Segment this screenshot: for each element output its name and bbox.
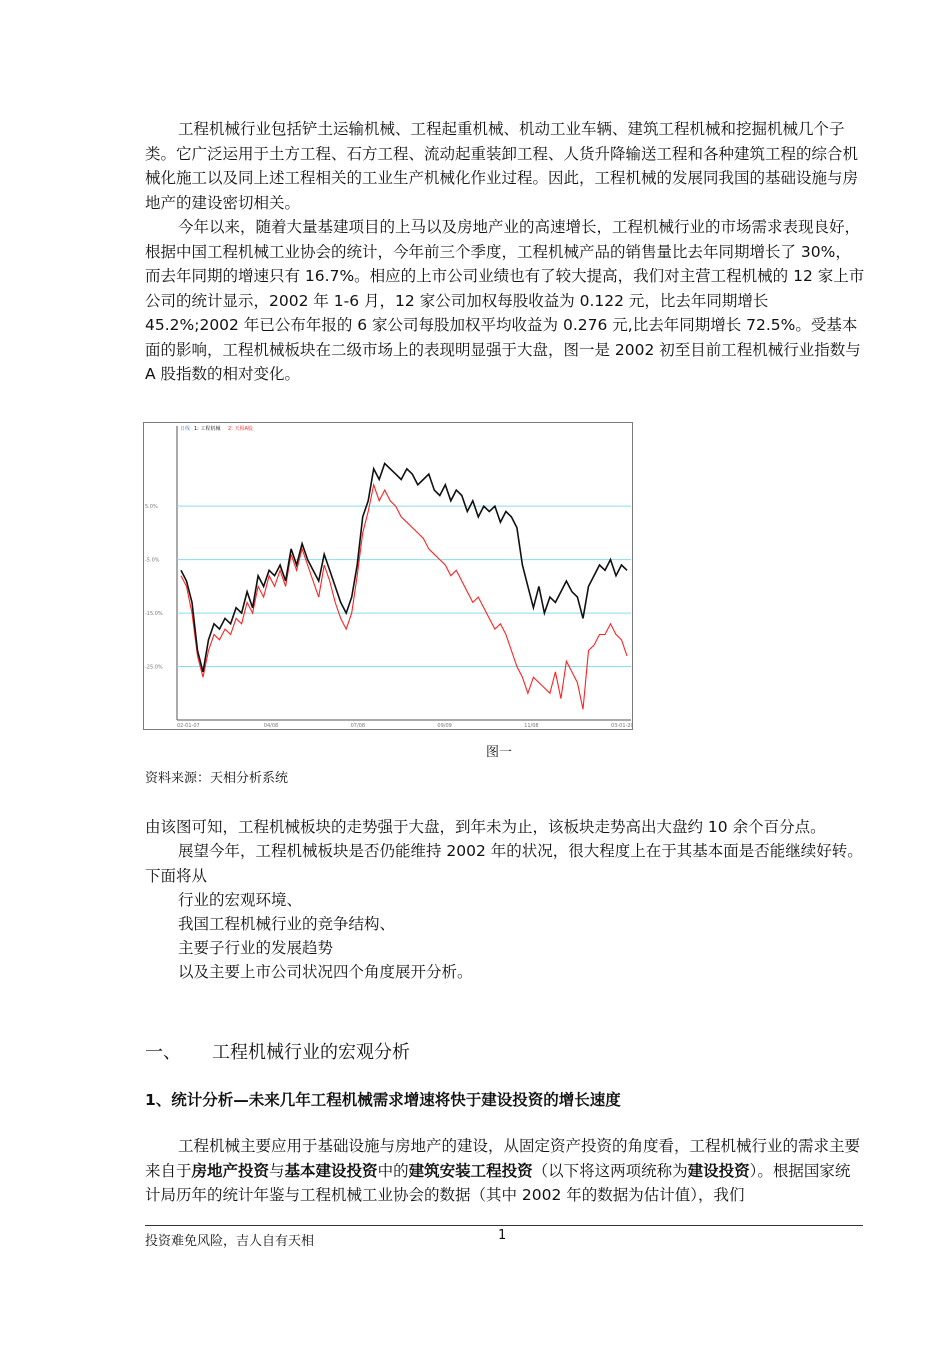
section-title: 工程机械行业的宏观分析 <box>212 1042 410 1063</box>
subsection-heading: 1、统计分析—未来几年工程机械需求增速将快于建设投资的增长速度 <box>145 1091 621 1109</box>
figure-source: 资料来源：天相分析系统 <box>145 771 289 786</box>
x-tick-label: 02-01-07 <box>177 723 200 729</box>
list-item: 主要子行业的发展趋势 <box>178 939 334 957</box>
y-tick-label: -5.0% <box>145 557 160 564</box>
text-run: 工程机械主要应用于基础设施与房地产的建设，从固定资产投资的角度看，工程机械行业的需求主要来自于 <box>145 1137 861 1180</box>
text-run: 中的 <box>377 1161 409 1180</box>
legend-item: 日线 <box>180 426 191 432</box>
y-tick-label: -15.0% <box>145 611 163 618</box>
x-tick-label: 11/08 <box>524 723 539 729</box>
y-tick-label: 5.0% <box>145 504 158 511</box>
list-item: 我国工程机械行业的竞争结构、 <box>178 915 396 933</box>
line-chart <box>143 422 633 730</box>
legend-item: 1: 工程机械 <box>194 426 221 432</box>
section-heading <box>145 1038 410 1064</box>
footer-slogan: 投资难免风险，吉人自有天相 <box>145 1234 315 1249</box>
emphasis-installation: 建筑安装工程投资 <box>408 1161 533 1180</box>
x-tick-label: 03-01-20 <box>611 723 633 729</box>
paragraph-outlook: 展望今年，工程机械板块是否仍能维持 2002 年的状况，很大程度上在于其基本面是否能继续好转。下面将从 <box>145 842 863 885</box>
x-tick-label: 09/09 <box>437 723 452 729</box>
text-run: ）。根据国家统计局历年的统计年鉴与工程机械工业协会的数据（其中 2002 年的数据为估计值），我们 <box>145 1161 851 1204</box>
list-item: 行业的宏观环境、 <box>178 891 303 909</box>
paragraph-industry-intro: 工程机械行业包括铲土运输机械、工程起重机械、机动工业车辆、建筑工程机械和挖掘机械几个子类。它广泛运用于土方工程、石方工程、流动起重装卸工程、人货升降输送工程和各种建筑工程的综合机械化施工以及同上述工程相关的工业生产机械化作业过程。因此，工程机械的发展同我国的基础设施与房地产的建设密切相关。 <box>145 120 859 212</box>
paragraph-investment <box>145 1134 865 1208</box>
emphasis-capital-construction: 基本建设投资 <box>284 1161 378 1180</box>
paragraph-conclusion: 由该图可知，工程机械板块的走势强于大盘，到年未为止，该板块走势高出大盘约 10 余个百分点。 <box>145 818 826 836</box>
page-number: 1 <box>498 1228 507 1243</box>
figure-caption: 图一 <box>486 745 513 760</box>
x-tick-label: 07/08 <box>350 723 366 729</box>
chart-border <box>144 423 633 730</box>
legend-item: 2: 天相A股 <box>228 426 253 432</box>
x-tick-label: 04/08 <box>263 723 279 729</box>
footer-divider <box>145 1225 863 1226</box>
text-run: （以下将这两项统称为 <box>532 1161 688 1180</box>
text-run: 与 <box>269 1161 285 1180</box>
list-item: 以及主要上市公司状况四个角度展开分析。 <box>178 963 473 981</box>
industry-index-chart <box>143 422 633 730</box>
section-number: 一、 <box>145 1042 181 1063</box>
paragraph-market-demand: 今年以来，随着大量基建项目的上马以及房地产业的高速增长，工程机械行业的市场需求表现良好，根据中国工程机械工业协会的统计，今年前三个季度，工程机械产品的销售量比去年同期增长了 30%，而去年同期的增速只有 16.7%。相应的上市公司业绩也有了较大提高，我们对主营工程机械的 12 家上市公司的统计显示，2002 年 1-6 月，12 家公司加权每股收益为 0.122 元，比去年同期增长 45.2%;2002 年已公布年报的 6 家公司每股加权平均收益为 0.276 元,比去年同期增长 72.5%。受基本面的影响，工程机械板块在二级市场上的表现明显强于大盘，图一是 2002 初至目前工程机械行业指数与 A 股指数的相对变化。 <box>145 218 865 383</box>
y-tick-label: -25.0% <box>145 664 163 671</box>
emphasis-construction-investment: 建设投资 <box>687 1161 750 1180</box>
emphasis-real-estate: 房地产投资 <box>191 1161 270 1180</box>
